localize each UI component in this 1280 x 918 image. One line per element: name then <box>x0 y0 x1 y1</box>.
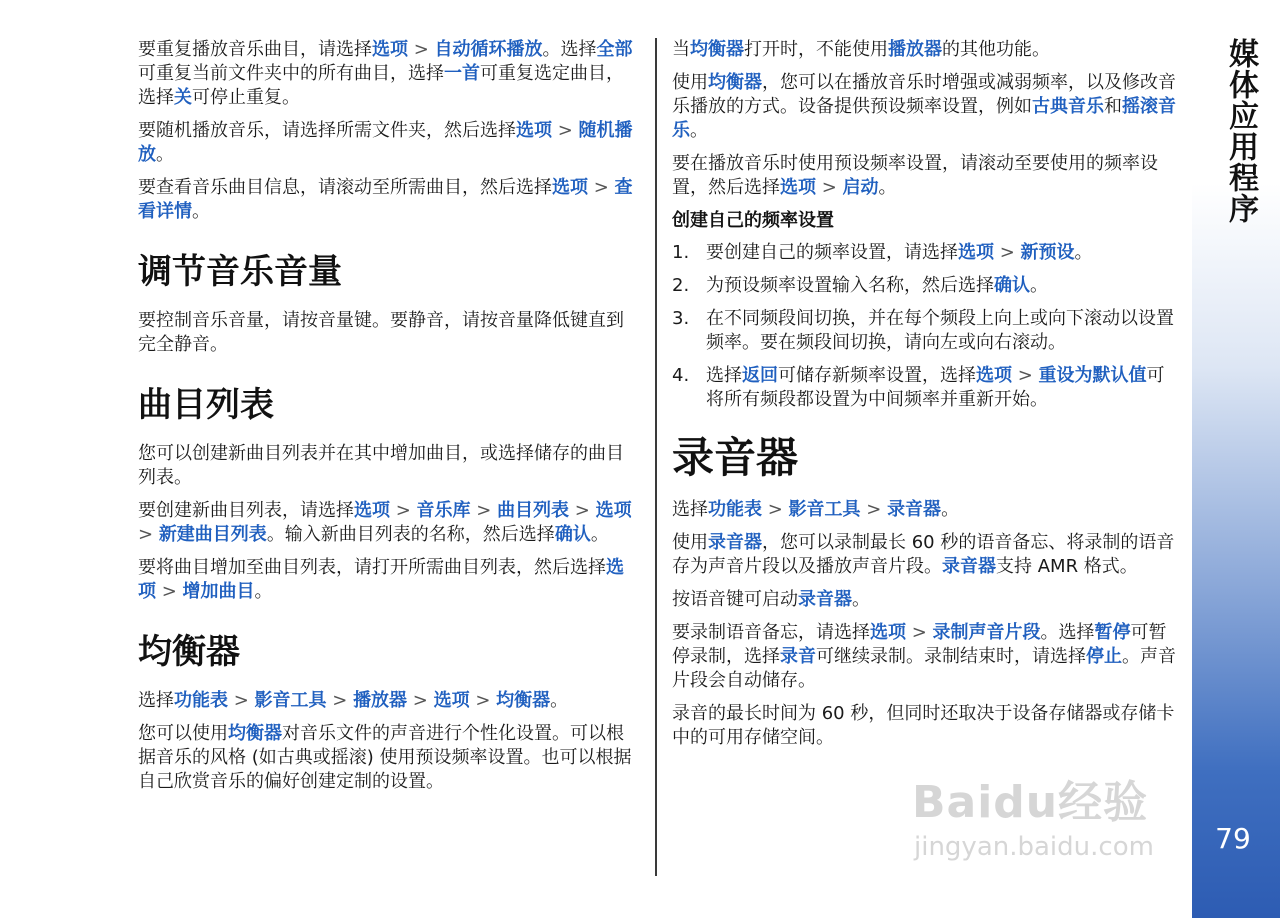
link-stop[interactable]: 停止 <box>1086 646 1122 667</box>
link-all[interactable]: 全部 <box>596 39 633 60</box>
column-divider <box>655 38 657 876</box>
page-number: 79 <box>1215 822 1251 855</box>
link-media-tools[interactable]: 影音工具 <box>788 499 861 520</box>
link-recorder[interactable]: 录音器 <box>942 556 996 577</box>
paragraph-eq-path: 选择功能表 > 影音工具 > 播放器 > 选项 > 均衡器。 <box>138 690 569 711</box>
link-options[interactable]: 选项 <box>552 177 588 198</box>
link-options[interactable]: 选项 <box>595 500 632 521</box>
right-column <box>672 38 1178 759</box>
link-confirm[interactable]: 确认 <box>994 275 1030 296</box>
paragraph-rec-key: 按语音键可启动录音器。 <box>672 589 870 610</box>
paragraph-details: 要查看音乐曲目信息，请滚动至所需曲目，然后选择选项 > 查看详情。 <box>138 177 633 222</box>
link-player[interactable]: 播放器 <box>888 39 942 60</box>
link-media-tools[interactable]: 影音工具 <box>254 690 327 711</box>
paragraph-volume: 要控制音乐音量，请按音量键。要静音，请按音量降低键直到完全静音。 <box>138 310 624 355</box>
link-playlist[interactable]: 曲目列表 <box>497 500 570 521</box>
link-options[interactable]: 选项 <box>976 365 1012 386</box>
link-off[interactable]: 关 <box>174 87 192 108</box>
paragraph-eq-preset: 要在播放音乐时使用预设频率设置，请滚动至要使用的频率设置，然后选择选项 > 启动。 <box>672 153 1158 198</box>
link-equalizer[interactable]: 均衡器 <box>690 39 744 60</box>
watermark-url: jingyan.baidu.com <box>914 832 1154 862</box>
heading-volume: 调节音乐音量 <box>138 252 342 292</box>
list-item: 1. 要创建自己的频率设置，请选择选项 > 新预设。 <box>672 242 1093 263</box>
link-recorder[interactable]: 录音器 <box>708 532 762 553</box>
link-activate[interactable]: 启动 <box>842 177 879 198</box>
link-equalizer[interactable]: 均衡器 <box>228 723 282 744</box>
link-pause[interactable]: 暂停 <box>1094 622 1131 643</box>
link-shuffle[interactable]: 随机播放 <box>138 120 633 165</box>
paragraph-rec-limit: 录音的最长时间为 60 秒，但同时还取决于设备存储器或存储卡中的可用存储空间。 <box>672 703 1175 748</box>
heading-playlist: 曲目列表 <box>138 385 274 425</box>
heading-custom-preset: 创建自己的频率设置 <box>672 210 834 231</box>
link-back[interactable]: 返回 <box>742 365 778 386</box>
paragraph-eq-desc: 您可以使用均衡器对音乐文件的声音进行个性化设置。可以根据音乐的风格 (如古典或摇滚) 使用预设频率设置。也可以根据自己欣赏音乐的偏好创建定制的设置。 <box>138 723 632 792</box>
link-add-track[interactable]: 增加曲目 <box>182 581 255 602</box>
link-options[interactable]: 选项 <box>780 177 816 198</box>
link-player[interactable]: 播放器 <box>353 690 408 711</box>
paragraph-playlist-create: 要创建新曲目列表，请选择选项 > 音乐库 > 曲目列表 > 选项 > 新建曲目列表。输入新曲目列表的名称，然后选择确认。 <box>138 500 632 545</box>
chapter-title: 媒体应用程序 <box>1223 38 1258 224</box>
paragraph-playlist-add: 要将曲目增加至曲目列表，请打开所需曲目列表，然后选择选项 > 增加曲目。 <box>138 557 624 602</box>
list-item: 2. 为预设频率设置输入名称，然后选择确认。 <box>672 275 1048 296</box>
link-new-preset[interactable]: 新预设 <box>1020 242 1075 263</box>
link-confirm[interactable]: 确认 <box>554 524 591 545</box>
link-recorder[interactable]: 录音器 <box>887 499 942 520</box>
heading-recorder: 录音器 <box>672 433 799 482</box>
link-rock[interactable]: 摇滚音乐 <box>672 96 1176 141</box>
link-menu[interactable]: 功能表 <box>708 499 762 520</box>
link-loop-play[interactable]: 自动循环播放 <box>434 39 543 60</box>
link-options[interactable]: 选项 <box>870 622 906 643</box>
paragraph-eq-usage: 使用均衡器，您可以在播放音乐时增强或减弱频率，以及修改音乐播放的方式。设备提供预设频率设置，例如古典音乐和摇滚音乐。 <box>672 72 1176 141</box>
link-options[interactable]: 选项 <box>354 500 390 521</box>
paragraph-rec-desc: 使用录音器，您可以录制最长 60 秒的语音备忘、将录制的语音存为声音片段以及播放声音片段。录音器支持 AMR 格式。 <box>672 532 1175 577</box>
link-options[interactable]: 选项 <box>958 242 994 263</box>
link-record[interactable]: 录音 <box>780 646 816 667</box>
link-classical[interactable]: 古典音乐 <box>1032 96 1104 117</box>
link-equalizer[interactable]: 均衡器 <box>708 72 762 93</box>
link-options[interactable]: 选项 <box>516 120 552 141</box>
left-column <box>138 38 638 803</box>
link-options[interactable]: 选项 <box>372 39 408 60</box>
link-menu[interactable]: 功能表 <box>174 690 228 711</box>
steps-list <box>672 241 1178 412</box>
link-equalizer[interactable]: 均衡器 <box>496 690 551 711</box>
list-item: 4. 选择返回可储存新频率设置，选择选项 > 重设为默认值可将所有频段都设置为中间频率并重新开始。 <box>672 365 1165 410</box>
paragraph-eq-note: 当均衡器打开时，不能使用播放器的其他功能。 <box>672 39 1050 60</box>
watermark-logo: Baidu经验 <box>912 777 1149 828</box>
link-view-details[interactable]: 查看详情 <box>138 177 633 222</box>
paragraph-playlist-intro: 您可以创建新曲目列表并在其中增加曲目，或选择储存的曲目列表。 <box>138 443 624 488</box>
link-music-library[interactable]: 音乐库 <box>416 500 471 521</box>
link-recorder[interactable]: 录音器 <box>798 589 852 610</box>
paragraph-rec-path: 选择功能表 > 影音工具 > 录音器。 <box>672 499 960 520</box>
link-options[interactable]: 选项 <box>138 557 624 602</box>
link-one-track[interactable]: 一首 <box>444 63 480 84</box>
heading-equalizer: 均衡器 <box>138 632 240 672</box>
link-record-clip[interactable]: 录制声音片段 <box>932 622 1041 643</box>
link-new-playlist[interactable]: 新建曲目列表 <box>158 524 267 545</box>
paragraph-shuffle: 要随机播放音乐，请选择所需文件夹，然后选择选项 > 随机播放。 <box>138 120 633 165</box>
paragraph-rec-steps: 要录制语音备忘，请选择选项 > 录制声音片段。选择暂停可暂停录制，选择录音可继续录制。录制结束时，请选择停止。声音片段会自动储存。 <box>672 622 1176 691</box>
list-item: 3. 在不同频段间切换，并在每个频段上向上或向下滚动以设置频率。要在频段间切换，请向左或向右滚动。 <box>672 308 1174 353</box>
link-options[interactable]: 选项 <box>433 690 470 711</box>
link-reset-default[interactable]: 重设为默认值 <box>1038 365 1147 386</box>
paragraph-repeat: 要重复播放音乐曲目，请选择选项 > 自动循环播放。选择全部可重复当前文件夹中的所有曲目，选择一首可重复选定曲目，选择关可停止重复。 <box>138 39 633 108</box>
